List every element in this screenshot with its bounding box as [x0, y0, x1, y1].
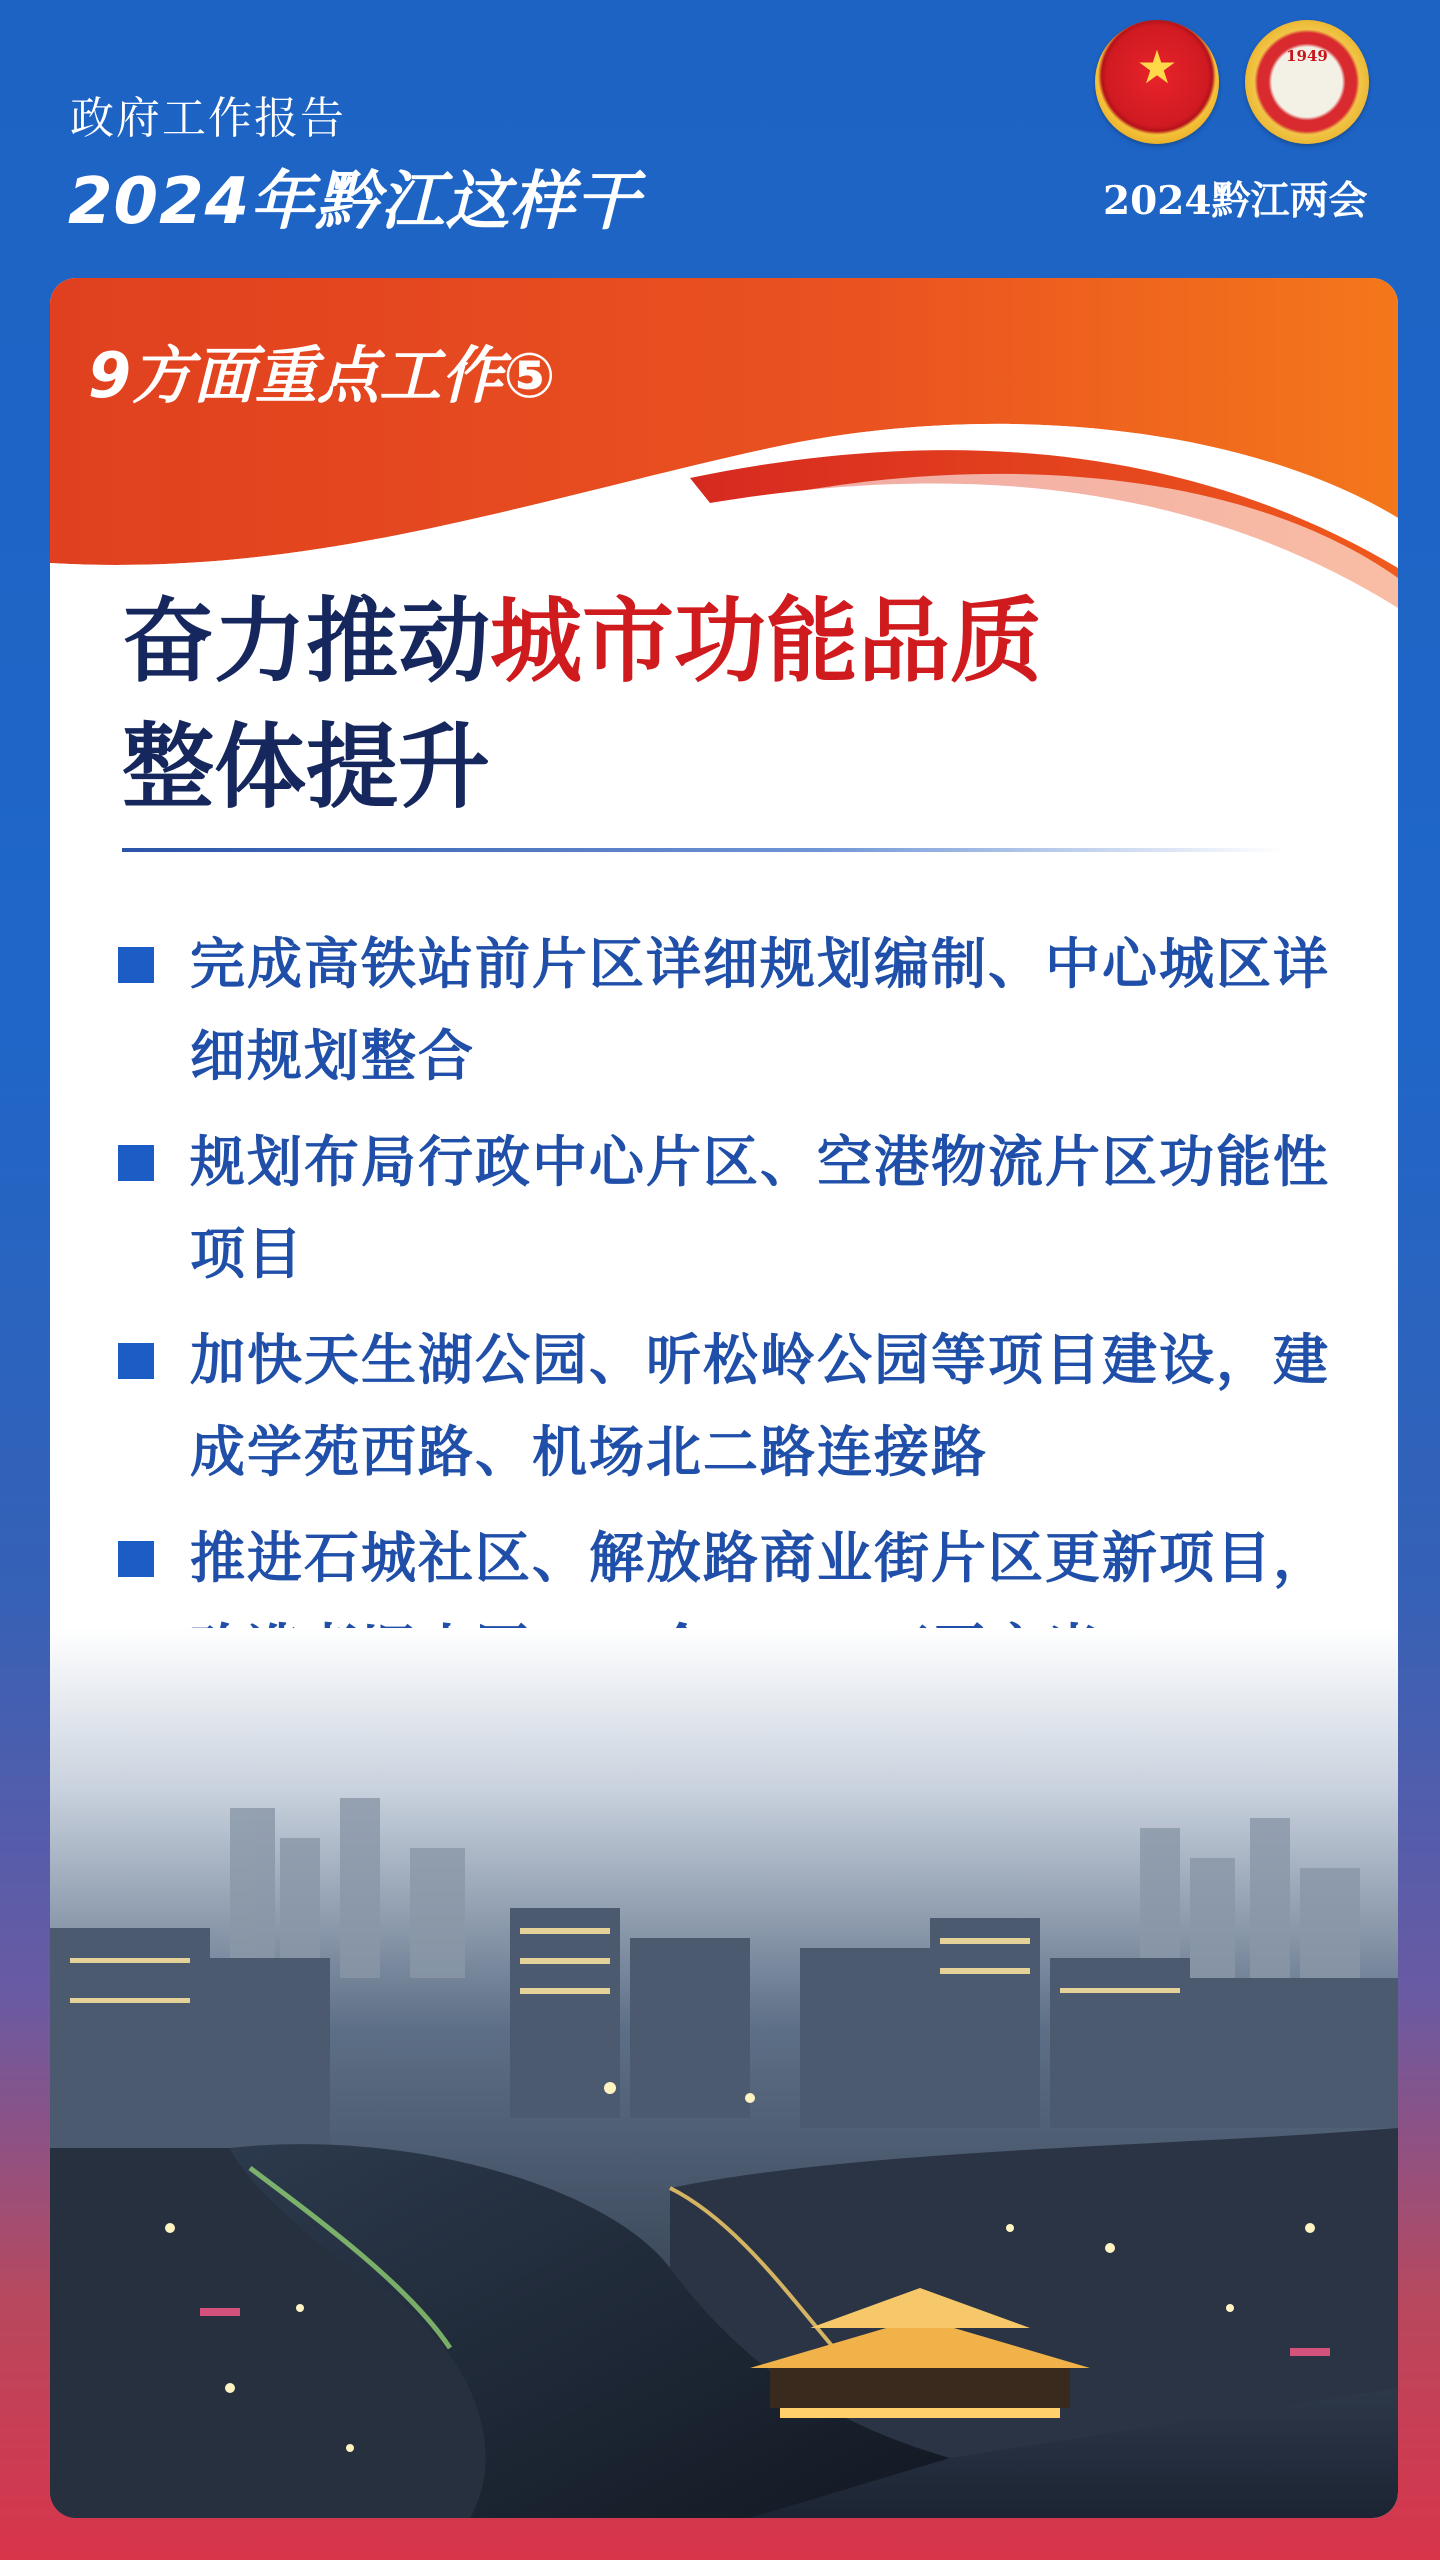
heading-highlight: 城市功能品质: [490, 587, 1043, 695]
bullet-square-icon: [118, 947, 154, 983]
bullet-text: 完成高铁站前片区详细规划编制、中心城区详细规划整合: [190, 932, 1331, 1088]
content-card: [50, 278, 1398, 2518]
section-label: 9方面重点工作⑤: [88, 339, 556, 412]
list-item: [118, 1116, 1368, 1300]
heading-part1: 奋力推动: [122, 587, 491, 695]
city-night-photo: [50, 1628, 1398, 2518]
heading: [122, 578, 1322, 830]
list-item: [118, 918, 1368, 1102]
star-icon: ★: [1136, 40, 1178, 95]
bullet-text: 推进石城社区、解放路商业街片区更新项目，: [190, 1526, 1331, 1590]
header-badge: 2024黔江两会: [1103, 178, 1368, 224]
emblem-year: 1949: [1286, 47, 1328, 66]
heading-divider: [122, 848, 1282, 852]
bullet-text: 规划布局行政中心片区、空港物流片区功能性项目: [190, 1130, 1331, 1286]
bullet-square-icon: [118, 1145, 154, 1181]
bullet-text: 加快天生湖公园、听松岭公园等项目建设，建成学苑西路、机场北二路连接路: [190, 1328, 1331, 1484]
list-item: [118, 1314, 1368, 1498]
bullet-square-icon: [118, 1343, 154, 1379]
header-kicker: 政府工作报告: [70, 93, 346, 144]
header-title: 2024年黔江这样干: [68, 165, 641, 239]
bullet-square-icon: [118, 1541, 154, 1577]
heading-part3: 整体提升: [122, 713, 491, 821]
cppcc-emblem-icon: [1245, 20, 1369, 144]
national-emblem-icon: [1095, 20, 1219, 144]
